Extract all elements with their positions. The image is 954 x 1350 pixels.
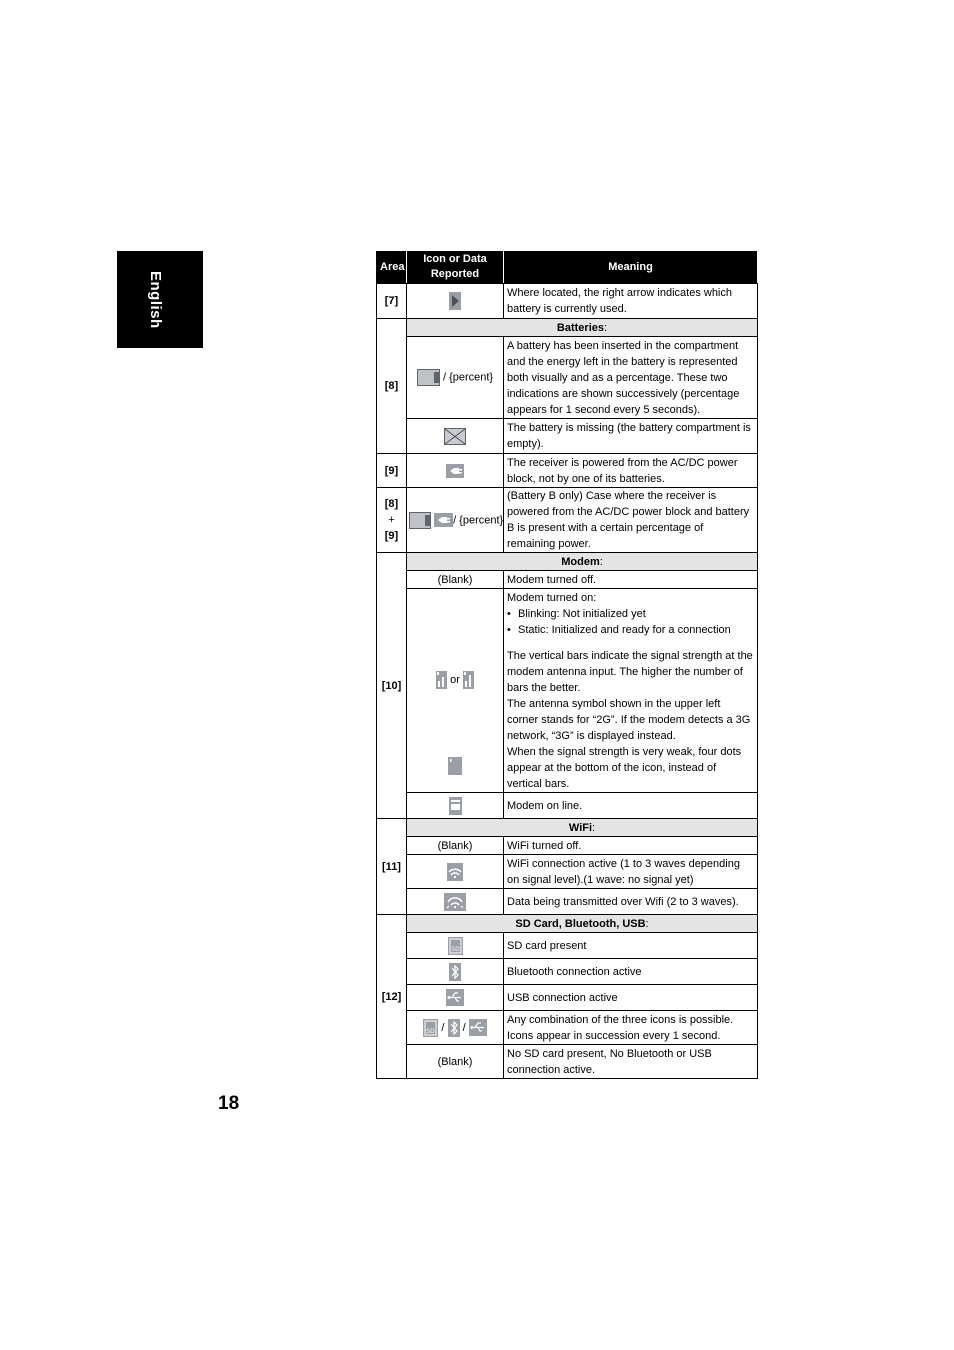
modem-paragraph: When the signal strength is very weak, four dots appear at the bottom of the icon, instead of vertical bars. [507, 745, 742, 790]
percent-label: / {percent} [442, 371, 494, 384]
section-label: Modem [561, 555, 600, 568]
icon-cell [407, 933, 504, 959]
modem-signal-icon [436, 671, 447, 689]
table-row [377, 571, 758, 589]
sd-card-icon [423, 1019, 438, 1037]
modem-paragraph: The antenna symbol shown in the upper left corner stands for “2G”. If the modem detects a 3G network, “3G” is displayed instead. [507, 697, 751, 742]
bullet-item: • Blinking: Not initialized yet [518, 606, 754, 622]
icon-cell: (Blank) [407, 1045, 504, 1079]
table-row [377, 284, 758, 319]
language-label: English [147, 271, 164, 329]
meaning-cell [504, 589, 758, 793]
meaning-cell: A battery has been inserted in the compartment and the energy left in the battery is represented both visually and as a percentage. These two indications are shown successively (percentage appears for 1 second every 5 seconds). [504, 337, 758, 419]
table-row [377, 1045, 758, 1079]
language-tab [117, 251, 203, 348]
table-row [377, 1011, 758, 1045]
area-cell: [7] [377, 284, 407, 319]
icon-reference-table [376, 250, 758, 1079]
section-row [377, 819, 758, 837]
section-colon: : [604, 321, 608, 334]
table-row [377, 837, 758, 855]
meaning-cell: WiFi turned off. [504, 837, 758, 855]
section-title [407, 915, 758, 933]
section-label: WiFi [568, 821, 593, 834]
table-row [377, 419, 758, 454]
area-cell: [11] [377, 819, 407, 915]
section-title [407, 819, 758, 837]
icon-cell [407, 284, 504, 319]
section-row [377, 319, 758, 337]
modem-bullets [507, 606, 754, 638]
table-row [377, 959, 758, 985]
table-row [377, 933, 758, 959]
icon-cell [407, 889, 504, 915]
battery-missing-icon [444, 428, 466, 445]
section-label: SD Card, Bluetooth, USB [515, 917, 646, 930]
table-row [377, 855, 758, 889]
modem-signal-icon [463, 671, 474, 689]
table-row [377, 454, 758, 488]
icon-cell [407, 985, 504, 1011]
modem-weak-signal-icon [448, 757, 462, 775]
icon-cell [407, 488, 504, 553]
separator: / [462, 1021, 466, 1034]
section-title [407, 319, 758, 337]
modem-weak-icon-wrap [407, 757, 503, 775]
usb-icon [469, 1019, 487, 1036]
icon-cell: (Blank) [407, 837, 504, 855]
table-row [377, 589, 758, 793]
bluetooth-icon [448, 1019, 460, 1037]
area-cell: [10] [377, 553, 407, 819]
meaning-cell: The battery is missing (the battery compartment is empty). [504, 419, 758, 454]
usb-icon [446, 989, 464, 1006]
icon-cell: (Blank) [407, 571, 504, 589]
meaning-cell: The receiver is powered from the AC/DC power block, not by one of its batteries. [504, 454, 758, 488]
meaning-cell: (Battery B only) Case where the receiver is powered from the AC/DC power block and battery B is present with a certain percentage of remaining power. [504, 488, 758, 553]
icon-cell [407, 337, 504, 419]
battery-level-icon [409, 512, 431, 529]
meaning-cell: SD card present [504, 933, 758, 959]
section-colon: : [645, 917, 649, 930]
area-label-a: [8] [384, 498, 399, 510]
icon-cell [407, 454, 504, 488]
power-plug-icon [434, 513, 453, 527]
percent-label: / {percent} [453, 513, 504, 526]
bullet-item: • Static: Initialized and ready for a connection [518, 622, 754, 638]
table-row [377, 488, 758, 553]
area-cell: [8] [377, 319, 407, 454]
page-number: 18 [218, 1093, 240, 1114]
modem-on-title: Modem turned on: [507, 591, 597, 604]
table-row [377, 985, 758, 1011]
header-meaning: Meaning [504, 251, 758, 284]
area-cell [377, 488, 407, 553]
meaning-cell: No SD card present, No Bluetooth or USB connection active. [504, 1045, 758, 1079]
sd-card-icon [448, 937, 463, 955]
icon-cell [407, 1011, 504, 1045]
header-icon: Icon or Data Reported [407, 251, 504, 284]
icon-cell [407, 589, 504, 793]
section-title [407, 553, 758, 571]
meaning-cell: Bluetooth connection active [504, 959, 758, 985]
or-label: or [450, 673, 460, 686]
table-row [377, 889, 758, 915]
table-header-row [377, 251, 758, 284]
area-label-plus: + [388, 514, 395, 526]
battery-arrow-icon [449, 292, 461, 310]
meaning-cell: Data being transmitted over Wifi (2 to 3 waves). [504, 889, 758, 915]
separator: / [441, 1021, 445, 1034]
sd-icon-text: SD [426, 1027, 436, 1035]
section-label: Batteries [556, 321, 604, 334]
power-plug-icon [446, 464, 464, 478]
header-area: Area [377, 251, 407, 284]
area-cell: [12] [377, 915, 407, 1079]
meaning-cell: WiFi connection active (1 to 3 waves depending on signal level).(1 wave: no signal yet) [504, 855, 758, 889]
wifi-data-icon [444, 893, 466, 911]
meaning-cell: Where located, the right arrow indicates which battery is currently used. [504, 284, 758, 319]
section-colon: : [592, 821, 596, 834]
section-colon: : [599, 555, 603, 568]
area-cell: [9] [377, 454, 407, 488]
table-row [377, 793, 758, 819]
icon-cell [407, 855, 504, 889]
area-label-b: [9] [384, 530, 399, 542]
meaning-cell: USB connection active [504, 985, 758, 1011]
table-row [377, 337, 758, 419]
modem-paragraph: The vertical bars indicate the signal strength at the modem antenna input. The higher the number of bars the better. [507, 649, 753, 694]
modem-online-icon [449, 797, 462, 815]
wifi-icon [447, 863, 463, 881]
battery-level-icon [417, 369, 440, 386]
meaning-cell: Any combination of the three icons is possible. Icons appear in succession every 1 second. [504, 1011, 758, 1045]
bluetooth-icon [449, 963, 461, 981]
meaning-cell: Modem turned off. [504, 571, 758, 589]
icon-cell [407, 793, 504, 819]
section-row [377, 553, 758, 571]
sd-icon-text: SD [450, 945, 460, 953]
modem-signal-icons [407, 671, 503, 689]
section-row [377, 915, 758, 933]
icon-cell [407, 959, 504, 985]
meaning-cell: Modem on line. [504, 793, 758, 819]
icon-cell [407, 419, 504, 454]
